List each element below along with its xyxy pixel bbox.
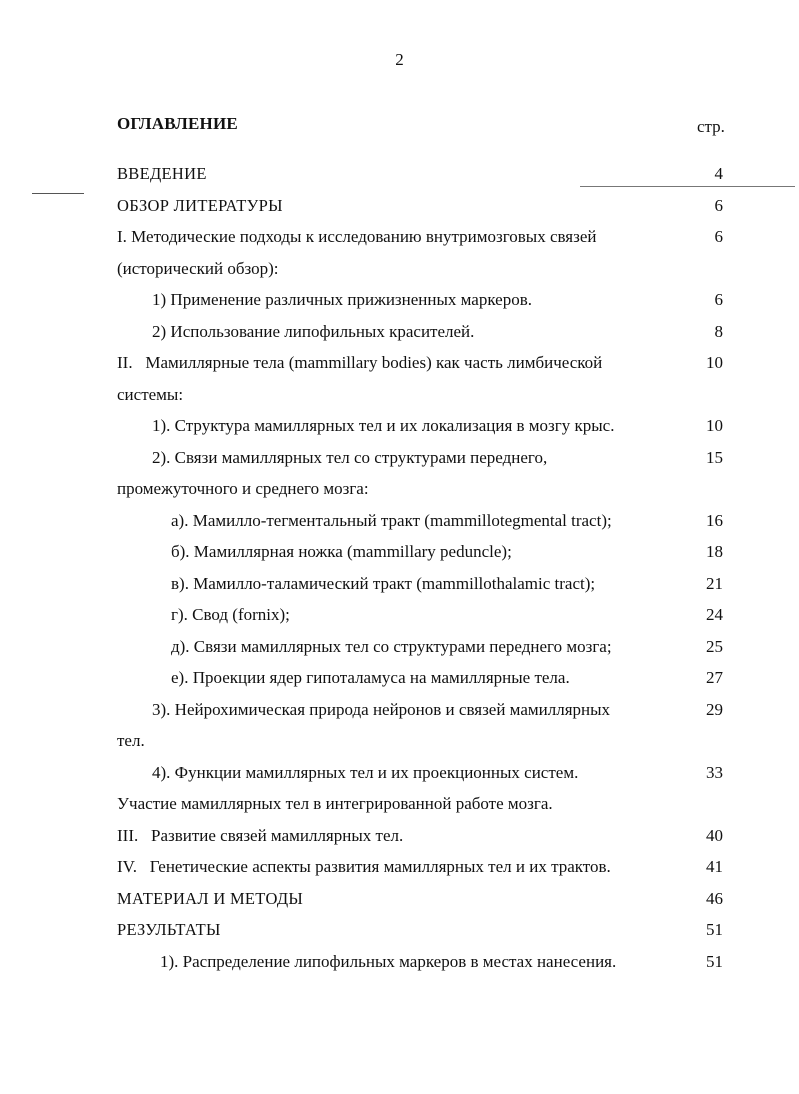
toc-entry [0,695,799,727]
toc-entry-page: 24 [706,605,723,624]
toc-entry-page: 25 [706,636,723,656]
toc-entry-text: 1). Распределение липофильных маркеров в местах нанесения. [160,951,617,971]
toc-entry-text: (исторический обзор): [117,258,279,278]
toc-entry [0,317,799,349]
toc-entry-page: 10 [706,353,723,372]
toc-entry [0,380,799,412]
toc-entry-text: I. Методические подходы к исследованию внутримозговых связей [117,227,597,246]
toc-entry-text: 1) Применение различных прижизненных маркеров. [152,290,532,309]
toc-entry [0,474,799,506]
toc-entry-text: промежуточного и среднего мозга: [117,479,369,498]
toc-entry-page: 4 [714,164,723,183]
toc-heading: ОГЛАВЛЕНИЕ [117,114,238,133]
toc-entry [0,411,799,443]
toc-entry [0,789,799,821]
toc-entry [0,852,799,884]
toc-entry [0,726,799,758]
toc-entry-text: II. Мамиллярные тела (mammillary bodies) как часть лимбической [117,353,603,372]
toc-entry-page: 41 [706,857,723,876]
toc-entry-text: IV. Генетические аспекты развития мамиллярных тел и их трактов. [117,857,611,876]
toc-entry [0,632,799,664]
toc-entry-page: 27 [706,668,723,687]
toc-entry-text: 2) Использование липофильных красителей. [152,321,475,341]
toc-entry [0,758,799,790]
toc-entry-text: ВВЕДЕНИЕ [117,164,207,183]
toc-entry [0,884,799,916]
toc-entry-page: 40 [706,825,723,845]
toc-entry-text: 4). Функции мамиллярных тел и их проекционных систем. [152,762,579,782]
toc-entry [0,285,799,317]
toc-entry [0,947,799,979]
toc-entry-page: 46 [706,888,723,908]
toc-entry [0,443,799,475]
toc-entry [0,506,799,538]
toc-entry [0,159,799,191]
page-number: 2 [395,50,404,69]
toc-entry-page: 15 [706,447,723,467]
toc-entry-page: 6 [714,290,723,309]
toc-entry-text: III. Развитие связей мамиллярных тел. [117,825,404,845]
toc-entry-page: 16 [706,510,723,530]
toc-entry-page: 8 [714,321,723,341]
toc-entry-page: 10 [706,416,723,435]
toc-entry-text: 3). Нейрохимическая природа нейронов и связей мамиллярных [152,699,611,719]
toc-entry-page: 6 [714,227,723,246]
toc-entry-text: б). Мамиллярная ножка (mammillary peduncle); [171,542,512,561]
toc-entry-text: системы: [117,384,184,404]
toc-entry [0,254,799,286]
toc-entry-page: 6 [714,195,723,215]
toc-entry-text: РЕЗУЛЬТАТЫ [117,920,221,939]
toc-page-column-label: стр. [697,117,725,136]
toc-entry-text: д). Связи мамиллярных тел со структурами переднего мозга; [171,636,612,656]
toc-entry-text: а). Мамилло-тегментальный тракт (mammillotegmental tract); [171,510,612,530]
toc-entry-text: тел. [117,731,145,750]
toc-entry [0,348,799,380]
toc-entry [0,821,799,853]
toc-entry-text: г). Свод (fornix); [171,605,290,624]
toc-entry [0,191,799,223]
toc-entry-page: 21 [706,573,723,593]
toc-entry-page: 33 [706,762,723,782]
toc-entry [0,663,799,695]
toc-entry-text: Участие мамиллярных тел в интегрированной работе мозга. [117,794,553,813]
toc-entry-page: 18 [706,542,723,561]
toc-entry-text: МАТЕРИАЛ И МЕТОДЫ [117,888,304,908]
toc-entry [0,537,799,569]
toc-list [0,159,799,978]
toc-entry [0,600,799,632]
toc-entry-text: 2). Связи мамиллярных тел со структурами переднего, [152,447,548,467]
toc-entry-text: в). Мамилло-таламический тракт (mammillothalamic tract); [171,573,596,593]
toc-entry-text: ОБЗОР ЛИТЕРАТУРЫ [117,195,283,215]
toc-entry [0,222,799,254]
toc-entry [0,915,799,947]
toc-entry-page: 51 [706,951,723,971]
toc-entry-page: 51 [706,920,723,939]
toc-entry-page: 29 [706,699,723,719]
toc-entry-text: 1). Структура мамиллярных тел и их локализация в мозгу крыс. [152,416,615,435]
toc-entry [0,569,799,601]
toc-entry-text: е). Проекции ядер гипоталамуса на мамиллярные тела. [171,668,570,687]
